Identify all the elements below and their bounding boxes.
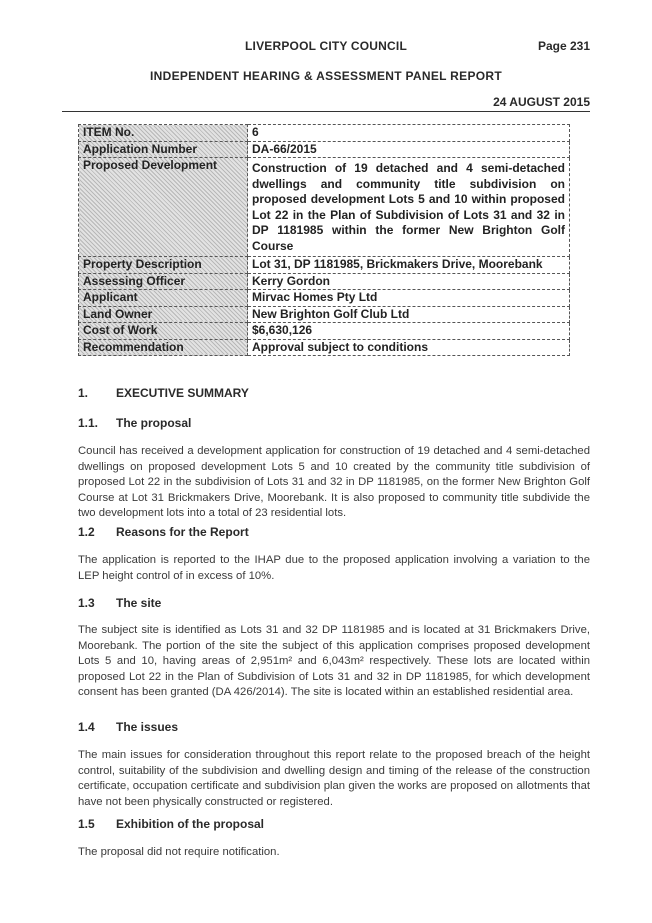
- section-title: Reasons for the Report: [116, 525, 249, 539]
- row-label: Assessing Officer: [79, 273, 248, 290]
- section-title: Exhibition of the proposal: [116, 817, 264, 831]
- section-body: Council has received a development application for construction of 19 detached and 4 semi-detached dwellings on proposed development Lots 5 and 10 created by the community title subdivision of proposed Lot 22 in the subdivision of Lots 31 and 32 in DP 1181985, on the former New Brighton Golf Course at Lot 31 Brickmakers Drive, Moorebank. It is also proposed to community title subdivide the two development lots into a total of 23 residential lots.: [78, 445, 590, 520]
- table-row: [79, 306, 570, 323]
- report-date: 24 AUGUST 2015: [493, 95, 590, 109]
- table-row: [79, 125, 570, 142]
- section-heading: [78, 817, 264, 831]
- header-divider: [62, 111, 590, 112]
- item-summary-table: [78, 124, 570, 356]
- section-number: 1.3: [78, 596, 95, 610]
- council-name: LIVERPOOL CITY COUNCIL: [245, 39, 407, 53]
- section-heading: [78, 386, 249, 400]
- row-label: ITEM No.: [79, 125, 248, 142]
- section-number: 1.2: [78, 525, 95, 539]
- report-title: INDEPENDENT HEARING & ASSESSMENT PANEL REPORT: [150, 69, 502, 83]
- row-label: Recommendation: [79, 339, 248, 356]
- table-row: [79, 290, 570, 307]
- section-number: 1.: [78, 386, 89, 400]
- row-value: New Brighton Golf Club Ltd: [248, 306, 570, 323]
- row-value: $6,630,126: [248, 323, 570, 340]
- section-heading: [78, 416, 191, 430]
- table-row: [79, 141, 570, 158]
- table-row: [79, 339, 570, 356]
- section-title: The site: [116, 596, 162, 610]
- section-title: The proposal: [116, 416, 192, 430]
- row-value: Kerry Gordon: [248, 273, 570, 290]
- row-label: Applicant: [79, 290, 248, 307]
- row-value: Approval subject to conditions: [248, 339, 570, 356]
- section-body: The main issues for consideration throughout this report relate to the proposed breach of the height control, suitability of the subdivision and dwelling design and timing of the release of the construction certificate, occupation certificate and subdivision plan given the works are proposed on allotments that have not been physically constructed or registered.: [78, 749, 590, 808]
- section-heading: [78, 525, 249, 539]
- section-number: 1.5: [78, 817, 95, 831]
- row-label: Application Number: [79, 141, 248, 158]
- section-number: 1.4: [78, 720, 95, 734]
- section-number: 1.1.: [78, 416, 99, 430]
- section-title: The issues: [116, 720, 179, 734]
- row-value: 6: [248, 125, 570, 142]
- page-number: Page 231: [537, 39, 590, 53]
- section-body: The application is reported to the IHAP due to the proposed application involving a variation to the LEP height control of in excess of 10%.: [78, 554, 590, 582]
- row-value: Construction of 19 detached and 4 semi-detached dwellings and community title subdivision on proposed development Lots 5 and 10 within proposed Lot 22 in the Plan of Subdivision of Lots 31 and 32 in DP 1181985 within the former New Brighton Golf Course: [248, 158, 570, 257]
- table-row: [79, 257, 570, 274]
- section-body: The subject site is identified as Lots 31 and 32 DP 1181985 and is located at 31 Brickmakers Drive, Moorebank. The portion of the site the subject of this application comprises proposed development Lots 5 and 10, having areas of 2,951m² and 6,043m² respectively. These lots are located within proposed Lot 22 in the Plan of Subdivision of Lots 31 and 32 in DP 1181985, for which development consent has been granted (DA 426/2014). The site is located within an established residential area.: [78, 624, 590, 699]
- row-value: DA-66/2015: [248, 141, 570, 158]
- row-label: Proposed Development: [79, 158, 248, 257]
- section-body: The proposal did not require notification.: [78, 846, 280, 858]
- row-label: Property Description: [79, 257, 248, 274]
- row-label: Land Owner: [79, 306, 248, 323]
- section-heading: [78, 720, 178, 734]
- table-row: [79, 273, 570, 290]
- section-title: EXECUTIVE SUMMARY: [116, 386, 249, 400]
- section-heading: [78, 596, 161, 610]
- row-label: Cost of Work: [79, 323, 248, 340]
- table-row: [79, 323, 570, 340]
- row-value: Lot 31, DP 1181985, Brickmakers Drive, Moorebank: [248, 257, 570, 274]
- row-value: Mirvac Homes Pty Ltd: [248, 290, 570, 307]
- table-row: [79, 158, 570, 257]
